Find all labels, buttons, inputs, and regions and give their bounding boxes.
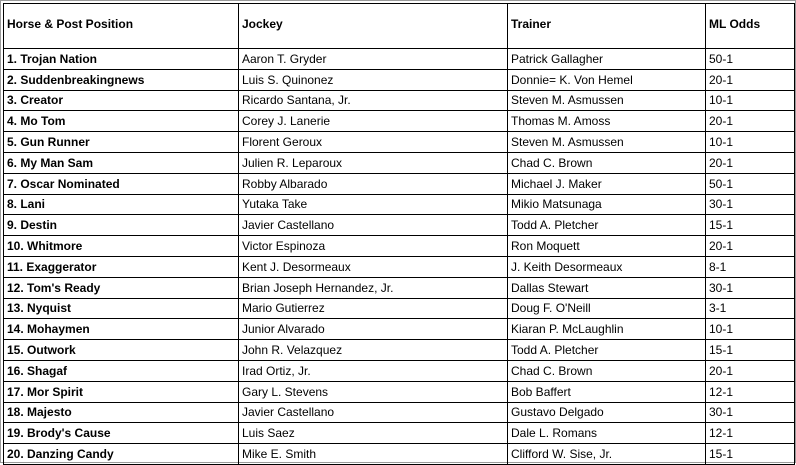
horse-cell: 18. Majesto xyxy=(4,402,239,423)
horse-cell: 14. Mohaymen xyxy=(4,319,239,340)
trainer-cell: Steven M. Asmussen xyxy=(508,90,706,111)
horse-cell: 19. Brody's Cause xyxy=(4,423,239,444)
table-row xyxy=(4,173,795,194)
ml-odds-cell: 10-1 xyxy=(706,90,795,111)
ml-odds-cell: 8-1 xyxy=(706,256,795,277)
horse-cell: 11. Exaggerator xyxy=(4,256,239,277)
header-trainer: Trainer xyxy=(508,4,706,49)
table-row xyxy=(4,423,795,444)
horse-cell: 15. Outwork xyxy=(4,340,239,361)
ml-odds-cell: 30-1 xyxy=(706,194,795,215)
header-row xyxy=(4,4,795,49)
table-row xyxy=(4,90,795,111)
ml-odds-cell: 20-1 xyxy=(706,236,795,257)
ml-odds-cell: 30-1 xyxy=(706,277,795,298)
trainer-cell: Kiaran P. McLaughlin xyxy=(508,319,706,340)
table-row xyxy=(4,256,795,277)
jockey-cell: Gary L. Stevens xyxy=(239,381,508,402)
ml-odds-cell: 12-1 xyxy=(706,381,795,402)
trainer-cell: Ron Moquett xyxy=(508,236,706,257)
header-ml-odds: ML Odds xyxy=(706,4,795,49)
jockey-cell: Mike E. Smith xyxy=(239,444,508,465)
jockey-cell: Victor Espinoza xyxy=(239,236,508,257)
table-row xyxy=(4,49,795,70)
horse-cell: 8. Lani xyxy=(4,194,239,215)
jockey-cell: Yutaka Take xyxy=(239,194,508,215)
ml-odds-cell: 10-1 xyxy=(706,319,795,340)
table-row xyxy=(4,402,795,423)
table-row xyxy=(4,298,795,319)
jockey-cell: Florent Geroux xyxy=(239,132,508,153)
horse-cell: 5. Gun Runner xyxy=(4,132,239,153)
trainer-cell: Dale L. Romans xyxy=(508,423,706,444)
ml-odds-cell: 20-1 xyxy=(706,111,795,132)
trainer-cell: Todd A. Pletcher xyxy=(508,215,706,236)
horse-cell: 16. Shagaf xyxy=(4,360,239,381)
table-row xyxy=(4,381,795,402)
trainer-cell: Steven M. Asmussen xyxy=(508,132,706,153)
horse-cell: 17. Mor Spirit xyxy=(4,381,239,402)
table-row xyxy=(4,215,795,236)
jockey-cell: Aaron T. Gryder xyxy=(239,49,508,70)
table-row xyxy=(4,319,795,340)
table-row xyxy=(4,277,795,298)
jockey-cell: Ricardo Santana, Jr. xyxy=(239,90,508,111)
horse-cell: 2. Suddenbreakingnews xyxy=(4,69,239,90)
trainer-cell: Michael J. Maker xyxy=(508,173,706,194)
horse-cell: 4. Mo Tom xyxy=(4,111,239,132)
ml-odds-cell: 12-1 xyxy=(706,423,795,444)
trainer-cell: Todd A. Pletcher xyxy=(508,340,706,361)
ml-odds-cell: 50-1 xyxy=(706,49,795,70)
jockey-cell: Luis Saez xyxy=(239,423,508,444)
trainer-cell: J. Keith Desormeaux xyxy=(508,256,706,277)
horse-cell: 3. Creator xyxy=(4,90,239,111)
jockey-cell: Brian Joseph Hernandez, Jr. xyxy=(239,277,508,298)
ml-odds-cell: 20-1 xyxy=(706,152,795,173)
trainer-cell: Thomas M. Amoss xyxy=(508,111,706,132)
jockey-cell: Robby Albarado xyxy=(239,173,508,194)
horse-cell: 12. Tom's Ready xyxy=(4,277,239,298)
trainer-cell: Chad C. Brown xyxy=(508,152,706,173)
jockey-cell: Junior Alvarado xyxy=(239,319,508,340)
race-entries-table xyxy=(3,3,795,465)
trainer-cell: Mikio Matsunaga xyxy=(508,194,706,215)
header-jockey: Jockey xyxy=(239,4,508,49)
trainer-cell: Donnie= K. Von Hemel xyxy=(508,69,706,90)
horse-cell: 1. Trojan Nation xyxy=(4,49,239,70)
table-row xyxy=(4,69,795,90)
table-row xyxy=(4,152,795,173)
header-horse-post-position: Horse & Post Position xyxy=(4,4,239,49)
trainer-cell: Gustavo Delgado xyxy=(508,402,706,423)
jockey-cell: Irad Ortiz, Jr. xyxy=(239,360,508,381)
table-body xyxy=(4,49,795,465)
ml-odds-cell: 20-1 xyxy=(706,69,795,90)
ml-odds-cell: 10-1 xyxy=(706,132,795,153)
table-row xyxy=(4,111,795,132)
table-row xyxy=(4,132,795,153)
trainer-cell: Bob Baffert xyxy=(508,381,706,402)
ml-odds-cell: 15-1 xyxy=(706,340,795,361)
table-row xyxy=(4,444,795,465)
trainer-cell: Chad C. Brown xyxy=(508,360,706,381)
jockey-cell: Luis S. Quinonez xyxy=(239,69,508,90)
jockey-cell: Javier Castellano xyxy=(239,215,508,236)
jockey-cell: Corey J. Lanerie xyxy=(239,111,508,132)
jockey-cell: Julien R. Leparoux xyxy=(239,152,508,173)
ml-odds-cell: 20-1 xyxy=(706,360,795,381)
table-row xyxy=(4,236,795,257)
table-row xyxy=(4,340,795,361)
table-row xyxy=(4,360,795,381)
horse-cell: 7. Oscar Nominated xyxy=(4,173,239,194)
jockey-cell: Mario Gutierrez xyxy=(239,298,508,319)
ml-odds-cell: 3-1 xyxy=(706,298,795,319)
jockey-cell: John R. Velazquez xyxy=(239,340,508,361)
horse-cell: 6. My Man Sam xyxy=(4,152,239,173)
jockey-cell: Kent J. Desormeaux xyxy=(239,256,508,277)
ml-odds-cell: 15-1 xyxy=(706,215,795,236)
trainer-cell: Doug F. O'Neill xyxy=(508,298,706,319)
trainer-cell: Patrick Gallagher xyxy=(508,49,706,70)
trainer-cell: Clifford W. Sise, Jr. xyxy=(508,444,706,465)
horse-cell: 10. Whitmore xyxy=(4,236,239,257)
table-row xyxy=(4,194,795,215)
horse-cell: 20. Danzing Candy xyxy=(4,444,239,465)
jockey-cell: Javier Castellano xyxy=(239,402,508,423)
horse-cell: 13. Nyquist xyxy=(4,298,239,319)
horse-cell: 9. Destin xyxy=(4,215,239,236)
trainer-cell: Dallas Stewart xyxy=(508,277,706,298)
ml-odds-cell: 30-1 xyxy=(706,402,795,423)
ml-odds-cell: 15-1 xyxy=(706,444,795,465)
ml-odds-cell: 50-1 xyxy=(706,173,795,194)
